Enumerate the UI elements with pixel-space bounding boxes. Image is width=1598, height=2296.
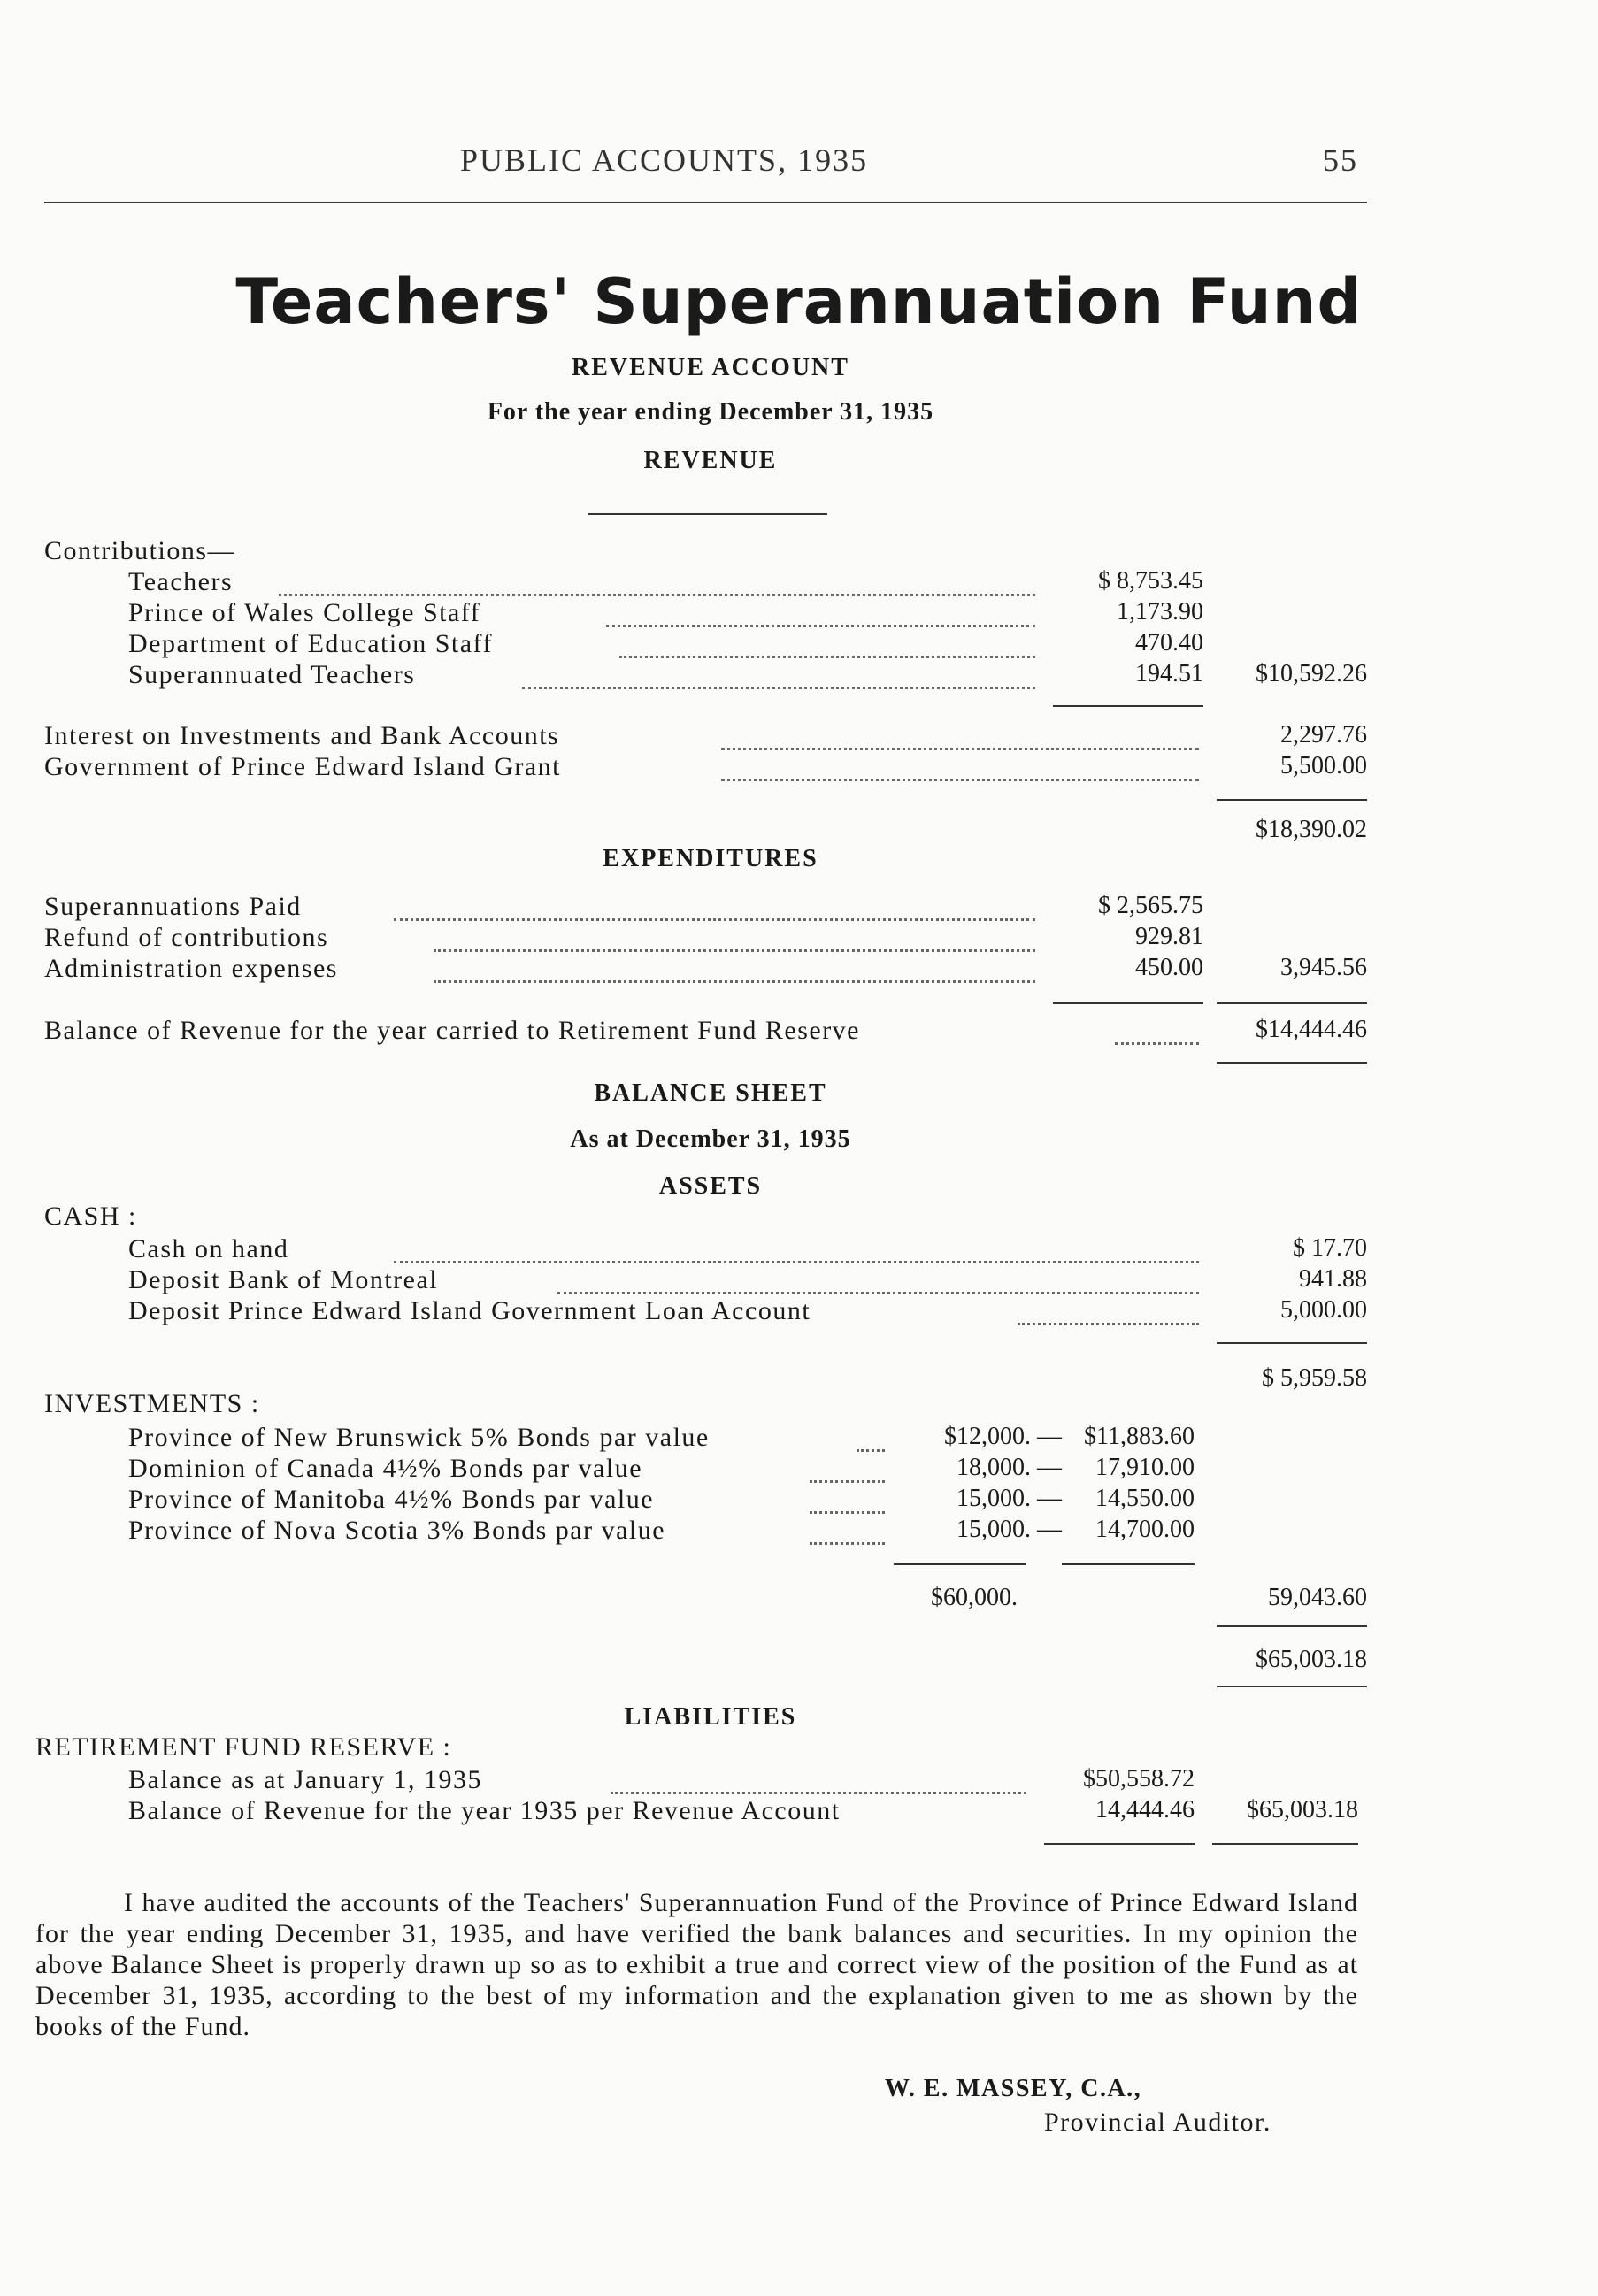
expenditure-label: Administration expenses — [44, 954, 338, 983]
leader-dots — [619, 629, 1035, 658]
cash-item-label: Deposit Bank of Montreal — [128, 1265, 439, 1294]
subtotal-rule — [1062, 1563, 1195, 1565]
total-rule — [1217, 1342, 1367, 1344]
cash-total: $ 5,959.58 — [1262, 1364, 1367, 1392]
expenditure-amount: $ 2,565.75 — [1098, 892, 1203, 919]
cash-item-amount: 941.88 — [1299, 1265, 1367, 1293]
investment-value: 14,550.00 — [1095, 1485, 1195, 1512]
leader-dots — [611, 1765, 1026, 1794]
investment-value: 14,700.00 — [1095, 1516, 1195, 1543]
leader-dots — [394, 892, 1035, 921]
balance-sheet-heading: BALANCE SHEET — [594, 1079, 827, 1107]
investments-par-total: $60,000. — [931, 1584, 1018, 1611]
expenditure-label: Superannuations Paid — [44, 892, 302, 921]
reserve-label: RETIREMENT FUND RESERVE : — [35, 1732, 452, 1762]
leader-dots — [857, 1423, 885, 1452]
total-rule — [1217, 1062, 1367, 1064]
contributions-label: Contributions— — [44, 536, 236, 565]
page-number: 55 — [1323, 142, 1358, 178]
subtotal-rule — [1053, 1002, 1203, 1004]
leader-dots — [434, 923, 1035, 952]
contribution-label: Superannuated Teachers — [128, 660, 416, 689]
liabilities-total: $65,003.18 — [1247, 1796, 1358, 1824]
total-rule — [1217, 1002, 1367, 1004]
auditor-title: Provincial Auditor. — [1044, 2108, 1271, 2137]
subtotal-rule — [1044, 1843, 1195, 1845]
expenditure-label: Refund of contributions — [44, 923, 329, 952]
fund-title: Teachers' Superannuation Fund — [235, 265, 1363, 338]
cash-item-label: Deposit Prince Edward Island Government Loan Account — [128, 1296, 811, 1325]
investment-label: Dominion of Canada 4½% Bonds par value — [128, 1454, 643, 1483]
subtotal-rule — [1053, 705, 1203, 707]
contribution-label: Prince of Wales College Staff — [128, 598, 481, 627]
leader-dots — [557, 1265, 1199, 1294]
investment-value: $11,883.60 — [1084, 1423, 1195, 1450]
liabilities-heading: LIABILITIES — [624, 1703, 797, 1731]
contribution-amount: 194.51 — [1135, 660, 1203, 687]
contribution-amount: 1,173.90 — [1117, 598, 1203, 626]
investment-label: Province of New Brunswick 5% Bonds par value — [128, 1423, 710, 1452]
expenditures-total: 3,945.56 — [1280, 954, 1367, 981]
investments-total: 59,043.60 — [1268, 1584, 1367, 1611]
leader-dots — [279, 567, 1035, 596]
revenue-heading: REVENUE — [643, 447, 778, 474]
total-rule — [1217, 1625, 1367, 1627]
revenue-item-label: Interest on Investments and Bank Accounts — [44, 721, 560, 750]
investment-label: Province of Nova Scotia 3% Bonds par value — [128, 1516, 666, 1545]
balance-label: Balance of Revenue for the year carried to Retirement Fund Reserve — [44, 1016, 860, 1045]
contribution-amount: $ 8,753.45 — [1098, 567, 1203, 595]
leader-dots — [810, 1454, 885, 1483]
balance-sheet-date: As at December 31, 1935 — [570, 1125, 851, 1153]
revenue-item-label: Government of Prince Edward Island Grant — [44, 752, 562, 781]
investment-par: 18,000. — — [956, 1454, 1062, 1481]
revenue-period: For the year ending December 31, 1935 — [487, 398, 934, 426]
contribution-amount: 470.40 — [1135, 629, 1203, 657]
expenditures-heading: EXPENDITURES — [603, 845, 818, 872]
auditor-name: W. E. MASSEY, C.A., — [885, 2075, 1142, 2102]
total-rule — [1217, 799, 1367, 801]
leader-dots — [721, 721, 1199, 750]
investment-par: 15,000. — — [956, 1485, 1062, 1512]
investments-label: INVESTMENTS : — [44, 1389, 260, 1418]
leader-dots — [1115, 1016, 1199, 1045]
subtotal-rule — [894, 1563, 1026, 1565]
cash-label: CASH : — [44, 1202, 137, 1231]
investment-value: 17,910.00 — [1095, 1454, 1195, 1481]
investment-par: 15,000. — — [956, 1516, 1062, 1543]
contribution-label: Teachers — [128, 567, 234, 596]
contribution-label: Department of Education Staff — [128, 629, 493, 658]
leader-dots — [1018, 1296, 1199, 1325]
assets-total: $65,003.18 — [1256, 1646, 1367, 1673]
total-rule — [1217, 1686, 1367, 1687]
audit-statement: I have audited the accounts of the Teachers' Superannuation Fund of the Province of Prince Edward Island for the year ending December 31, 1935, and have verified the bank balances and securities. In my opinion the above Balance Sheet is properly drawn up so as to exhibit a true and correct view of the position of the Fund as at December 31, 1935, according to the best of my information and the explanation given to me as shown by the books of the Fund. — [35, 1888, 1358, 2041]
leader-dots — [810, 1485, 885, 1514]
leader-dots — [606, 598, 1035, 627]
reserve-item-label: Balance as at January 1, 1935 — [128, 1765, 483, 1794]
expenditure-amount: 929.81 — [1135, 923, 1203, 950]
contributions-total: $10,592.26 — [1256, 660, 1367, 687]
revenue-total: $18,390.02 — [1256, 816, 1367, 843]
leader-dots — [522, 660, 1035, 689]
balance-amount: $14,444.46 — [1256, 1016, 1367, 1043]
leader-dots — [810, 1516, 885, 1545]
investment-par: $12,000. — — [944, 1423, 1062, 1450]
assets-heading: ASSETS — [658, 1172, 763, 1200]
revenue-heading-rule — [588, 513, 827, 515]
cash-item-amount: $ 17.70 — [1293, 1234, 1367, 1262]
leader-dots — [394, 1234, 1199, 1263]
reserve-item-amount: $50,558.72 — [1083, 1765, 1195, 1793]
cash-item-amount: 5,000.00 — [1280, 1296, 1367, 1324]
investment-label: Province of Manitoba 4½% Bonds par value — [128, 1485, 655, 1514]
revenue-item-amount: 5,500.00 — [1280, 752, 1367, 779]
running-header: PUBLIC ACCOUNTS, 1935 — [460, 142, 869, 178]
reserve-item-amount: 14,444.46 — [1095, 1796, 1195, 1824]
leader-dots — [434, 954, 1035, 983]
reserve-item-label: Balance of Revenue for the year 1935 per Revenue Account — [128, 1796, 841, 1825]
revenue-account-heading: REVENUE ACCOUNT — [572, 354, 849, 381]
cash-item-label: Cash on hand — [128, 1234, 289, 1263]
expenditure-amount: 450.00 — [1135, 954, 1203, 981]
header-rule — [44, 202, 1367, 203]
leader-dots — [721, 752, 1199, 781]
revenue-item-amount: 2,297.76 — [1280, 721, 1367, 749]
total-rule — [1212, 1843, 1358, 1845]
